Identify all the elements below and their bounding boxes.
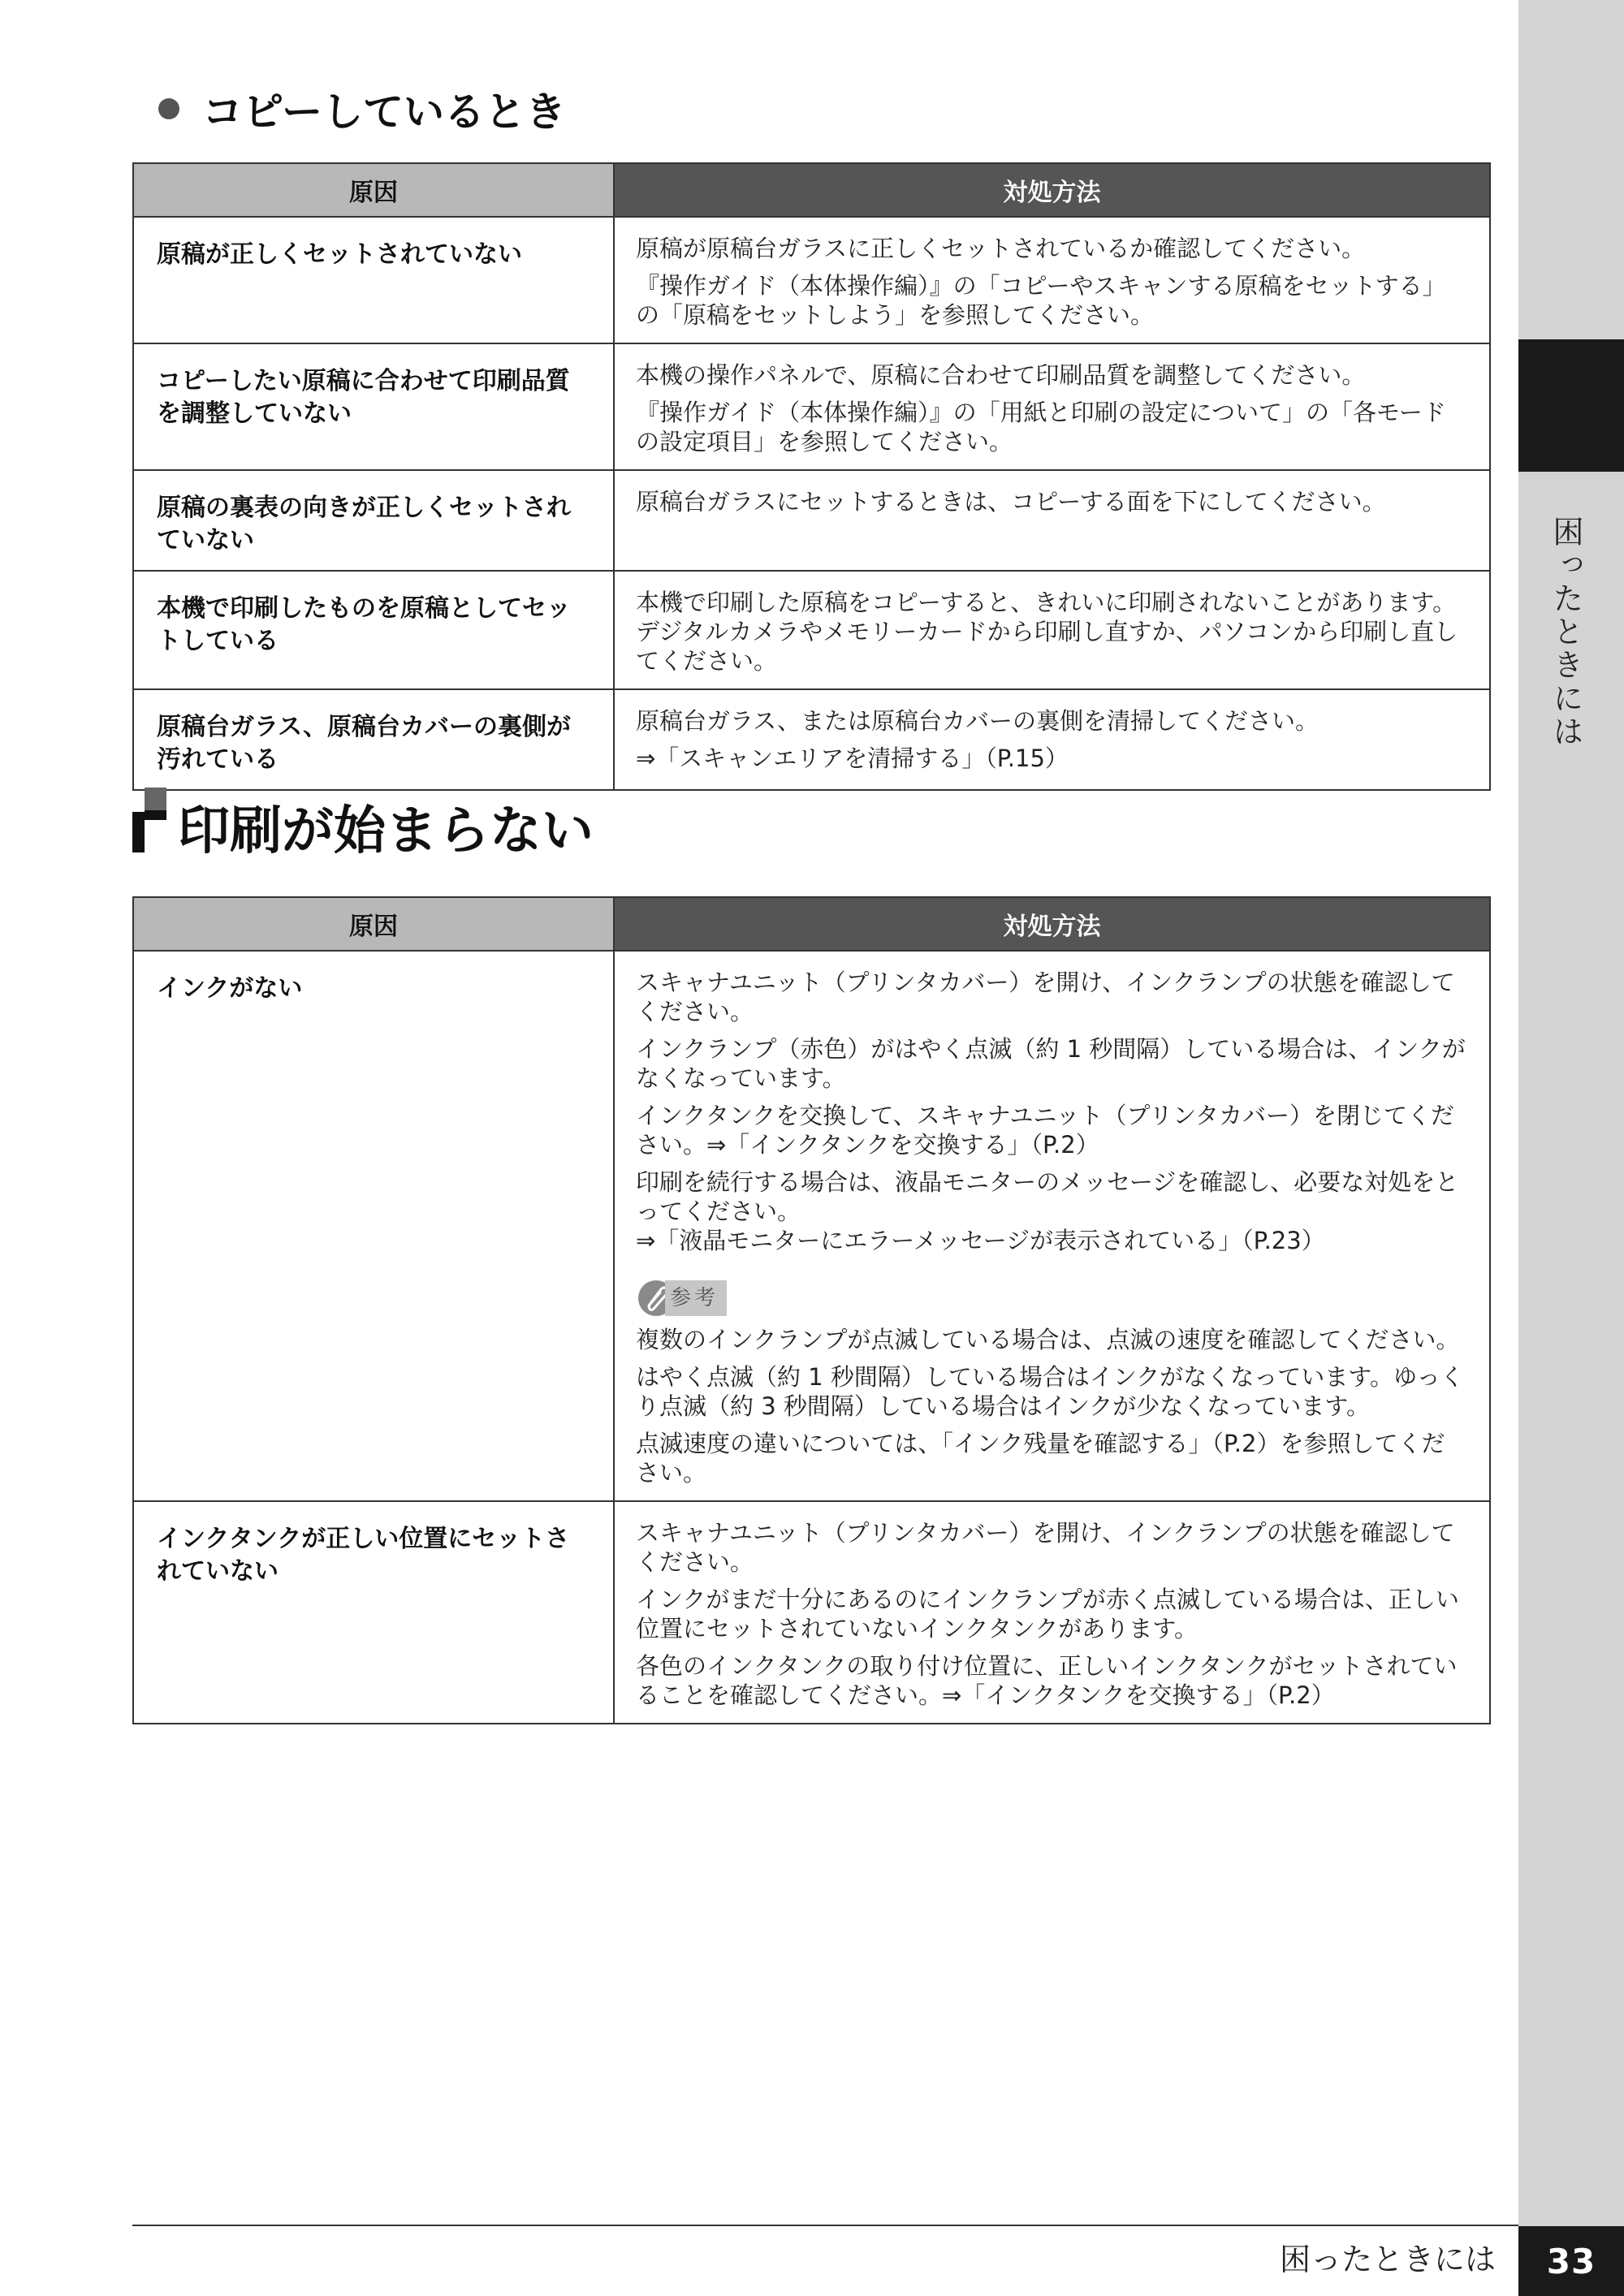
cause-cell: インクがない <box>133 951 614 1501</box>
action-text: 原稿台ガラスにセットするときは、コピーする面を下にしてください。 <box>636 488 1386 516</box>
action-text: 『操作ガイド（本体操作編）』の「用紙と印刷の設定について」の「各モードの設定項目」を参照してください。 <box>636 399 1446 455</box>
reference-note: 点滅速度の違いについては、「インク残量を確認する」（P.2）を参照してください。 <box>636 1430 1445 1487</box>
cause-cell: 原稿が正しくセットされていない <box>133 217 614 343</box>
heading-mark-icon <box>132 788 166 852</box>
print-troubleshooting-table <box>132 896 1491 1724</box>
action-text: 原稿が原稿台ガラスに正しくセットされているか確認してください。 <box>636 235 1366 262</box>
action-text: インクランプ（赤色）がはやく点滅（約 1 秒間隔）している場合は、インクがなくなっています。 <box>636 1035 1466 1092</box>
action-text: スキャナユニット（プリンタカバー）を開け、インクランプの状態を確認してください。 <box>636 969 1455 1025</box>
action-cell <box>614 571 1490 689</box>
table-row <box>133 217 1490 343</box>
section-heading-copy <box>158 80 566 138</box>
header-cause: 原因 <box>133 163 614 217</box>
header-action: 対処方法 <box>614 897 1490 951</box>
action-text: 『操作ガイド（本体操作編）』の「コピーやスキャンする原稿をセットする」の「原稿をセットしよう」を参照してください。 <box>636 272 1446 329</box>
footer-section-label: 困ったときには <box>1279 2242 1496 2277</box>
action-text: 印刷を続行する場合は、液晶モニターのメッセージを確認し、必要な対処をとってください。 <box>636 1168 1459 1225</box>
reference-badge <box>636 1278 727 1318</box>
table-header-row <box>133 163 1490 217</box>
section-heading-text: 印刷が始まらない <box>178 801 594 861</box>
action-cell <box>614 343 1490 470</box>
table-row <box>133 470 1490 571</box>
footer-rule <box>132 2225 1518 2226</box>
side-tab-marker <box>1518 339 1624 472</box>
cause-cell: コピーしたい原稿に合わせて印刷品質を調整していない <box>133 343 614 470</box>
table-header-row <box>133 897 1490 951</box>
action-cell <box>614 470 1490 571</box>
header-cause: 原因 <box>133 897 614 951</box>
action-text: インクタンクを交換して、スキャナユニット（プリンタカバー）を閉じてください。⇒「インクタンクを交換する」（P.2） <box>636 1102 1455 1159</box>
reference-note: 複数のインクランプが点滅している場合は、点滅の速度を確認してください。 <box>636 1326 1460 1353</box>
cause-cell: 原稿の裏表の向きが正しくセットされていない <box>133 470 614 571</box>
cause-cell: 本機で印刷したものを原稿としてセットしている <box>133 571 614 689</box>
table-row <box>133 689 1490 790</box>
table-row <box>133 1501 1490 1724</box>
action-text: ⇒「液晶モニターにエラーメッセージが表示されている」（P.23） <box>636 1227 1325 1254</box>
bullet-icon <box>158 98 179 119</box>
cause-cell: 原稿台ガラス、原稿台カバーの裏側が汚れている <box>133 689 614 790</box>
header-action: 対処方法 <box>614 163 1490 217</box>
action-text: 原稿台ガラス、または原稿台カバーの裏側を清掃してください。 <box>636 707 1320 735</box>
side-tab-label: 困ったときには <box>1548 516 1583 749</box>
action-cell <box>614 1501 1490 1724</box>
action-text: 各色のインクタンクの取り付け位置に、正しいインクタンクがセットされていることを確認してください。⇒「インクタンクを交換する」（P.2） <box>636 1652 1458 1709</box>
action-text: インクがまだ十分にあるのにインクランプが赤く点滅している場合は、正しい位置にセットされていないインクタンクがあります。 <box>636 1586 1459 1642</box>
table-row <box>133 951 1490 1501</box>
action-text: 本機の操作パネルで、原稿に合わせて印刷品質を調整してください。 <box>636 361 1366 389</box>
table-row <box>133 343 1490 470</box>
action-cell <box>614 689 1490 790</box>
action-text: ⇒「スキャンエリアを清掃する」（P.15） <box>636 744 1069 772</box>
copy-troubleshooting-table <box>132 162 1491 791</box>
page-number: 33 <box>1518 2226 1624 2296</box>
action-cell <box>614 951 1490 1501</box>
reference-note: はやく点滅（約 1 秒間隔）している場合はインクがなくなっています。ゆっくり点滅（約 3 秒間隔）している場合はインクが少なくなっています。 <box>636 1363 1464 1420</box>
section-heading-text: コピーしているとき <box>202 88 566 136</box>
action-text: 本機で印刷した原稿をコピーすると、きれいに印刷されないことがあります。デジタルカメラやメモリーカードから印刷し直すか、パソコンから印刷し直してください。 <box>636 589 1458 675</box>
reference-label: 参考 <box>665 1280 727 1316</box>
action-cell <box>614 217 1490 343</box>
table-row <box>133 571 1490 689</box>
action-text: スキャナユニット（プリンタカバー）を開け、インクランプの状態を確認してください。 <box>636 1519 1455 1576</box>
cause-cell: インクタンクが正しい位置にセットされていない <box>133 1501 614 1724</box>
